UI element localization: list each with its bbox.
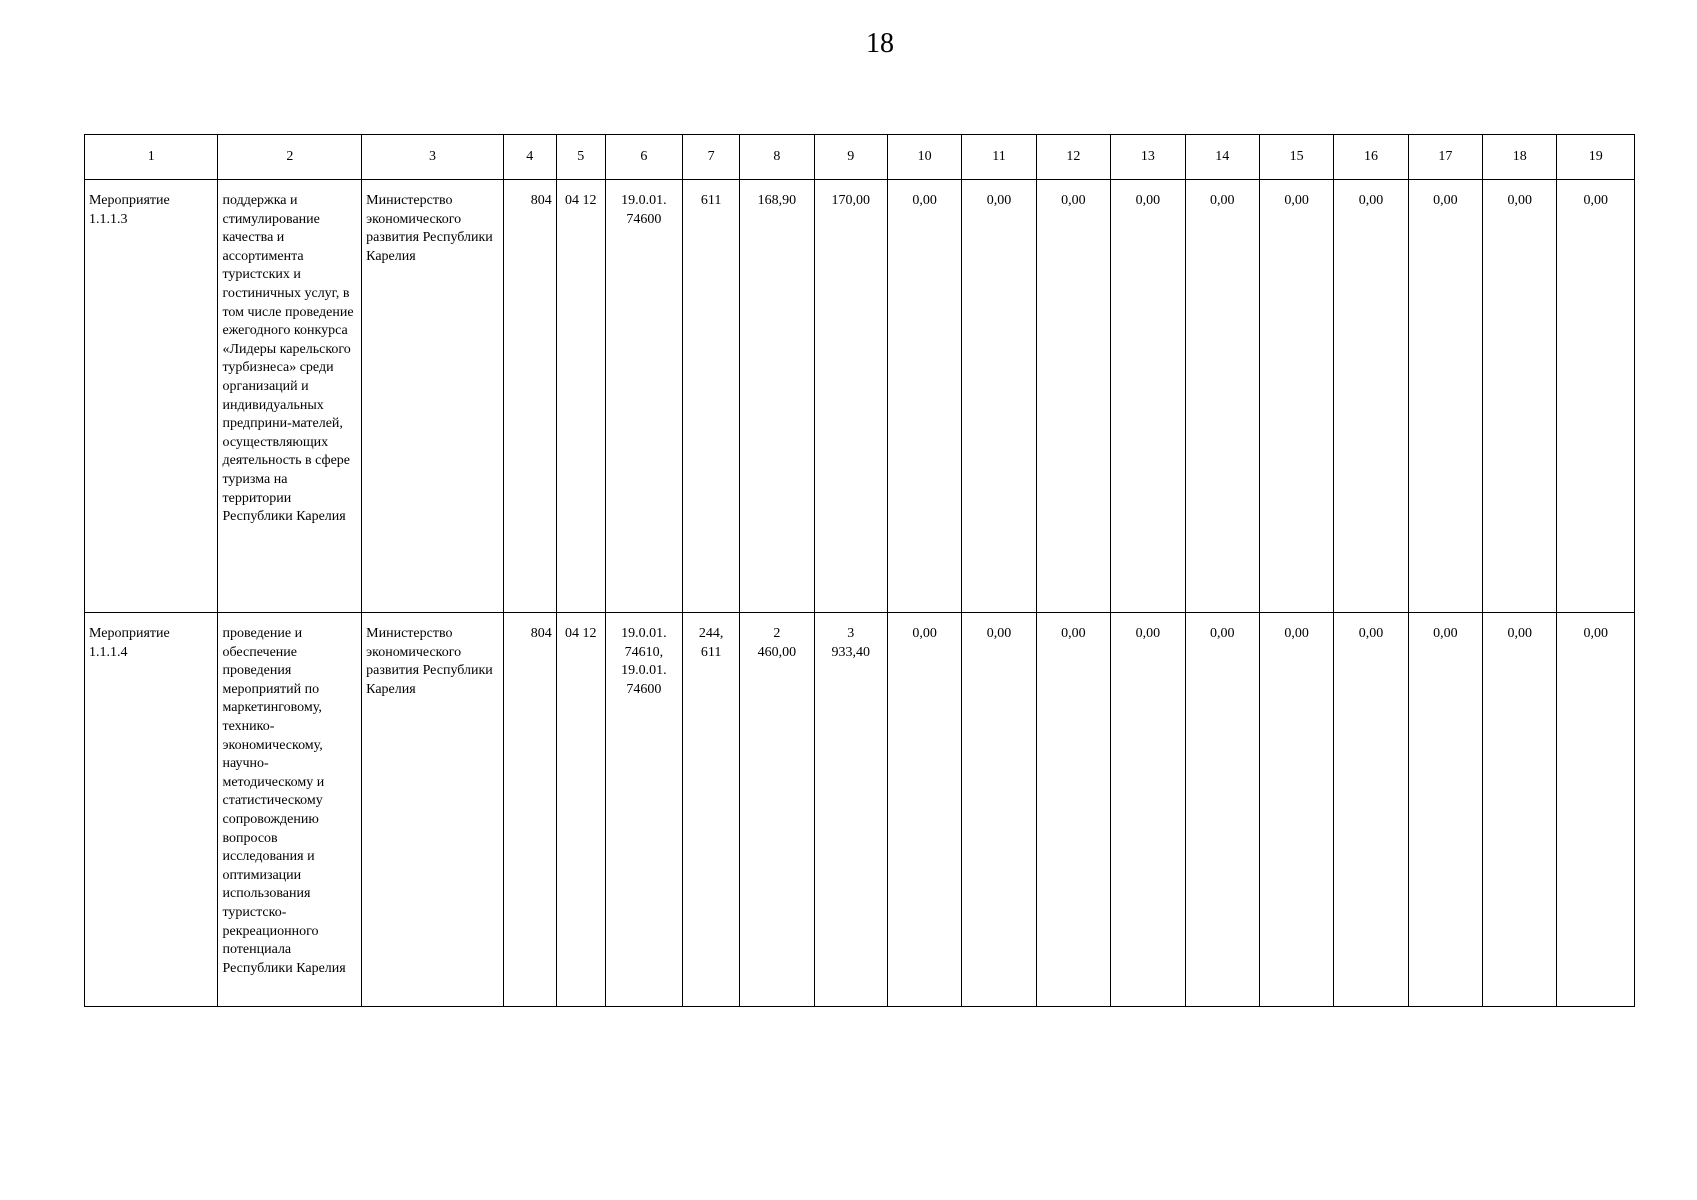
value-cell: 0,00: [1259, 613, 1333, 1007]
value-cell: 0,00: [1557, 613, 1635, 1007]
table-header-row: [85, 135, 1635, 180]
column-header: 4: [503, 135, 556, 180]
value-cell: 0,00: [1408, 613, 1482, 1007]
executor-cell: Министерство экономического развития Республики Карелия: [362, 613, 504, 1007]
executor-cell: Министерство экономического развития Республики Карелия: [362, 180, 504, 613]
value-cell: 0,00: [1185, 180, 1259, 613]
column-header: 6: [605, 135, 682, 180]
column-header: 7: [683, 135, 740, 180]
target-article-cell: 19.0.01. 74610, 19.0.01. 74600: [605, 613, 682, 1007]
value-cell: 0,00: [1483, 613, 1557, 1007]
column-header: 5: [556, 135, 605, 180]
column-header: 8: [740, 135, 814, 180]
value-cell: 0,00: [1557, 180, 1635, 613]
column-header: 14: [1185, 135, 1259, 180]
column-header: 1: [85, 135, 218, 180]
column-header: 16: [1334, 135, 1408, 180]
column-header: 3: [362, 135, 504, 180]
value-cell: 0,00: [1334, 613, 1408, 1007]
value-cell: 0,00: [887, 180, 961, 613]
budget-table: [84, 134, 1635, 1007]
table-row: [85, 180, 1635, 613]
value-cell: 3 933,40: [814, 613, 887, 1007]
value-cell: 0,00: [962, 180, 1036, 613]
value-cell: 2 460,00: [740, 613, 814, 1007]
value-cell: 0,00: [1111, 180, 1185, 613]
table-row: [85, 613, 1635, 1007]
column-header: 10: [887, 135, 961, 180]
value-cell: 0,00: [962, 613, 1036, 1007]
value-cell: 0,00: [1334, 180, 1408, 613]
value-cell: 0,00: [887, 613, 961, 1007]
value-cell: 0,00: [1036, 180, 1110, 613]
value-cell: 0,00: [1259, 180, 1333, 613]
event-id-cell: Мероприятие 1.1.1.3: [85, 180, 218, 613]
page-number: 18: [866, 28, 894, 59]
expense-type-cell: 244, 611: [683, 613, 740, 1007]
column-header: 18: [1483, 135, 1557, 180]
value-cell: 168,90: [740, 180, 814, 613]
column-header: 12: [1036, 135, 1110, 180]
column-header: 19: [1557, 135, 1635, 180]
event-description-cell: поддержка и стимулирование качества и ассортимента туристских и гостиничных услуг, в том числе проведение ежегодного конкурса «Лидеры карельского турбизнеса» среди организаций и индивидуальных предприни-мателей, осуществляющих деятельность в сфере туризма на территории Республики Карелия: [218, 180, 362, 613]
column-header: 11: [962, 135, 1036, 180]
value-cell: 170,00: [814, 180, 887, 613]
column-header: 13: [1111, 135, 1185, 180]
column-header: 15: [1259, 135, 1333, 180]
section-cell: 04 12: [556, 180, 605, 613]
value-cell: 0,00: [1185, 613, 1259, 1007]
code-cell: 804: [503, 613, 556, 1007]
event-description-cell: проведение и обеспечение проведения мероприятий по маркетинговому, технико-экономическому, научно-методическому и статистическому сопровождению вопросов исследования и оптимизации использования туристско-рекреационного потенциала Республики Карелия: [218, 613, 362, 1007]
column-header: 2: [218, 135, 362, 180]
section-cell: 04 12: [556, 613, 605, 1007]
expense-type-cell: 611: [683, 180, 740, 613]
column-header: 17: [1408, 135, 1482, 180]
target-article-cell: 19.0.01. 74600: [605, 180, 682, 613]
value-cell: 0,00: [1483, 180, 1557, 613]
code-cell: 804: [503, 180, 556, 613]
value-cell: 0,00: [1111, 613, 1185, 1007]
column-header: 9: [814, 135, 887, 180]
event-id-cell: Мероприятие 1.1.1.4: [85, 613, 218, 1007]
value-cell: 0,00: [1036, 613, 1110, 1007]
value-cell: 0,00: [1408, 180, 1482, 613]
